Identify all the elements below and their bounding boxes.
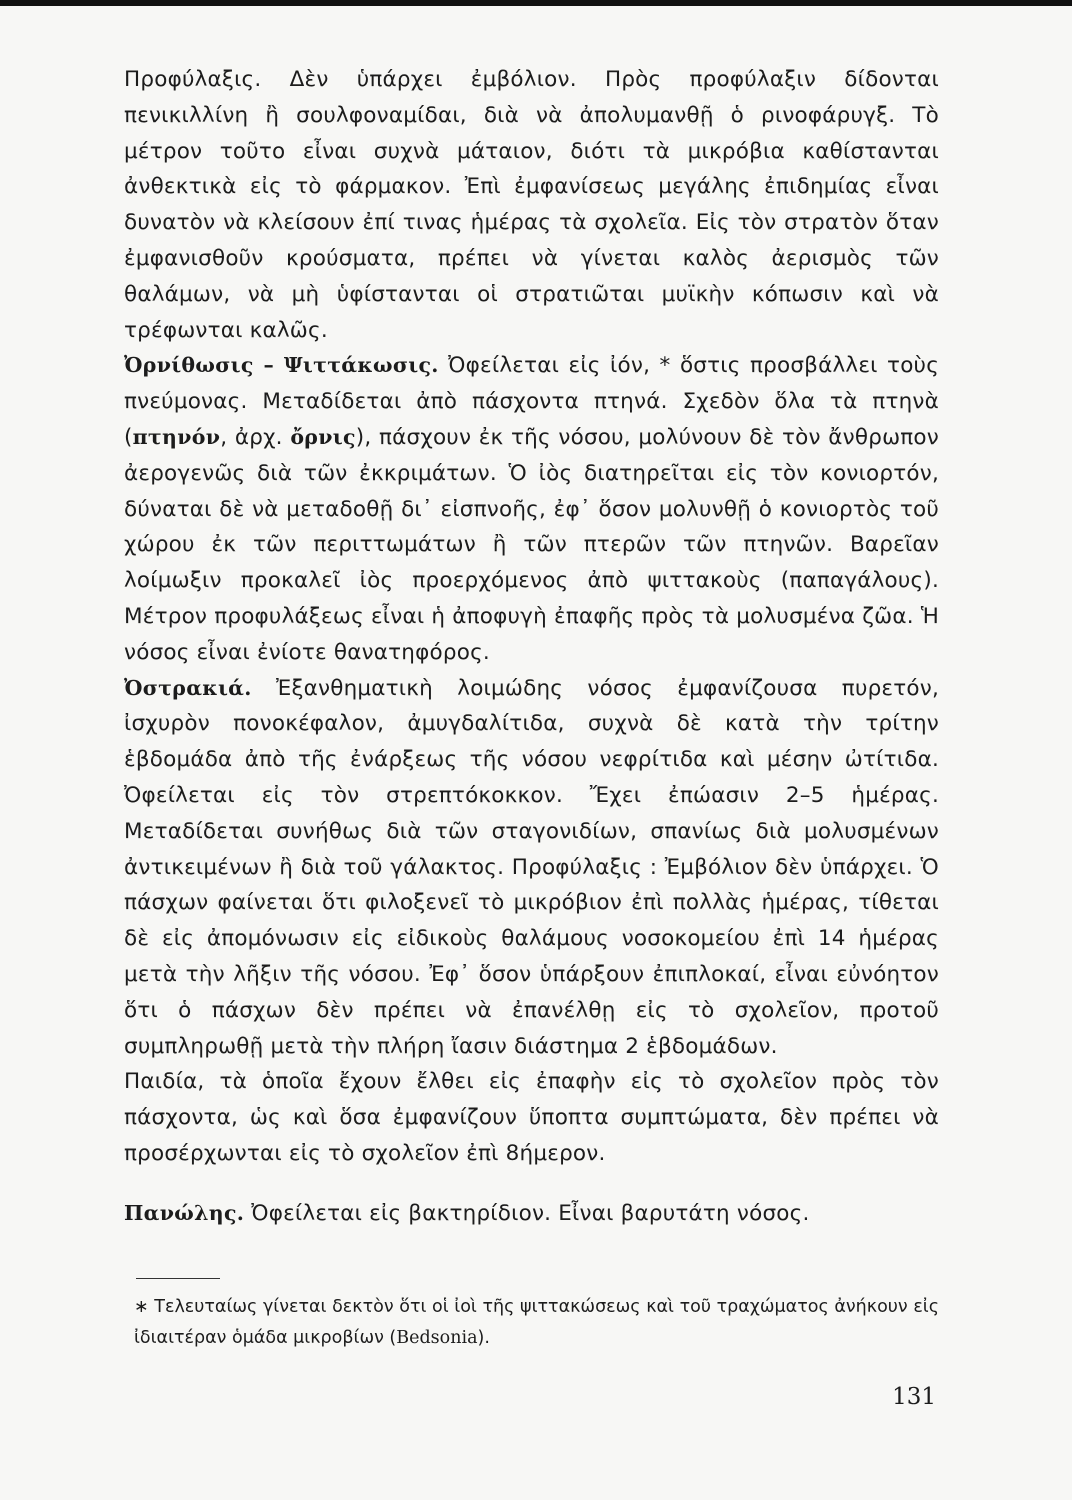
term-ornis: ὄρνις	[290, 424, 356, 449]
footnote-text: ∗ Τελευταίως γίνεται δεκτὸν ὅτι οἱ ἰοὶ τῆς ψιττακώσεως καὶ τοῦ τραχώματος ἀνήκουν εἰς ἰδιαιτέραν ὁμάδα μικροβίων (	[134, 1297, 939, 1348]
scan-top-edge	[0, 0, 1072, 6]
footnote	[134, 1292, 939, 1353]
plague-text: Ὀφείλεται εἰς βακτηρίδιον. Εἶναι βαρυτάτη νόσος.	[244, 1200, 810, 1226]
heading-plague: Πανώλης.	[124, 1200, 245, 1225]
page-number: 131	[892, 1384, 936, 1410]
page-body	[124, 62, 939, 1232]
heading-scarlet-fever: Ὀστρακιά.	[124, 675, 252, 700]
ornithosis-text-b: , ἀρχ.	[220, 424, 291, 450]
paragraph-ornithosis	[124, 348, 939, 670]
paragraph-prophylaxis: Προφύλαξις. Δὲν ὑπάρχει ἐμβόλιον. Πρὸς προφύλαξιν δίδονται πενικιλλίνη ἢ σουλφοναμίδαι, διὰ νὰ ἀπολυμανθῇ ὁ ρινοφάρυγξ. Τὸ μέτρον τοῦτο εἶναι συχνὰ μάταιον, διότι τὰ μικρόβια καθίστανται ἀνθεκτικὰ εἰς τὸ φάρμακον. Ἐπὶ ἐμφανίσεως μεγάλης ἐπιδημίας εἶναι δυνατὸν νὰ κλείσουν ἐπί τινας ἡμέρας τὰ σχολεῖα. Εἰς τὸν στρατὸν ὅταν ἐμφανισθοῦν κρούσματα, πρέπει νὰ γίνεται καλὸς ἀερισμὸς τῶν θαλάμων, νὰ μὴ ὑφίστανται οἱ στρατιῶται μυϊκὴν κόπωσιν καὶ νὰ τρέφωνται καλῶς.	[124, 67, 939, 343]
scarlet-fever-text: Ἐξανθηματικὴ λοιμώδης νόσος ἐμφανίζουσα πυρετόν, ἰσχυρὸν πονοκέφαλον, ἀμυγδαλίτιδα, συχνὰ δὲ κατὰ τὴν τρίτην ἑβδομάδα ἀπὸ τῆς ἐνάρξεως τῆς νόσου νεφρίτιδα καὶ μέσην ὠτίτιδα. Ὀφείλεται εἰς τὸν στρεπτόκοκκον. Ἔχει ἐπώασιν 2–5 ἡμέρας. Μεταδίδεται συνήθως διὰ τῶν σταγονιδίων, σπανίως διὰ μολυσμένων ἀντικειμένων ἢ διὰ τοῦ γάλακτος. Προφύλαξις : Ἐμβόλιον δὲν ὑπάρχει. Ὁ πάσχων φαίνεται ὅτι φιλοξενεῖ τὸ μικρόβιον ἐπὶ πολλὰς ἡμέρας, τίθεται δὲ εἰς ἀπομόνωσιν εἰς εἰδικοὺς θαλάμους νοσοκομείου ἐπὶ 14 ἡμέρας μετὰ τὴν λῆξιν τῆς νόσου. Ἐφ᾿ ὅσον ὑπάρξουν ἐπιπλοκαί, εἶναι εὐνόητον ὅτι ὁ πάσχων δὲν πρέπει νὰ ἐπανέλθῃ εἰς τὸ σχολεῖον, προτοῦ συμπληρωθῇ μετὰ τὴν πλήρη ἴασιν διάστημα 2 ἑβδομάδων.	[124, 675, 939, 1059]
paragraph-plague	[124, 1196, 939, 1232]
ornithosis-text-a: Ὀφείλεται εἰς ἰόν, * ὅστις προσβάλλει τοὺς πνεύμονας. Μεταδίδεται ἀπὸ πάσχοντα πτηνά. Σχεδὸν ὅλα τὰ πτηνὰ (	[124, 353, 940, 450]
footnote-latin-term: Bedsonia	[396, 1327, 478, 1348]
footnote-end: ).	[477, 1327, 490, 1348]
term-ptinon: πτηνόν	[132, 424, 221, 449]
footnote-divider	[136, 1278, 220, 1279]
paragraph-scarlet-fever	[124, 671, 939, 1065]
ornithosis-text-c: ), πάσχουν ἐκ τῆς νόσου, μολύνουν δὲ τὸν ἄνθρωπον ἀερογενῶς διὰ τῶν ἐκκριμάτων. Ὁ ἰὸς διατηρεῖται εἰς τὸν κονιορτόν, δύναται δὲ νὰ μεταδοθῇ δι᾿ εἰσπνοῆς, ἐφ᾿ ὅσον μολυνθῇ ὁ κονιορτὸς τοῦ χώρου ἐκ τῶν περιττωμάτων ἢ τῶν πτερῶν τῶν πτηνῶν. Βαρεῖαν λοίμωξιν προκαλεῖ ἰὸς προερχόμενος ἀπὸ ψιττακοὺς (παπαγάλους). Μέτρον προφυλάξεως εἶναι ἡ ἀποφυγὴ ἐπαφῆς πρὸς τὰ μολυσμένα ζῶα. Ἡ νόσος εἶναι ἐνίοτε θανατηφόρος.	[124, 424, 939, 665]
paragraph-children: Παιδία, τὰ ὁποῖα ἔχουν ἔλθει εἰς ἐπαφὴν εἰς τὸ σχολεῖον πρὸς τὸν πάσχοντα, ὡς καὶ ὅσα ἐμφανίζουν ὕποπτα συμπτώματα, δὲν πρέπει νὰ προσέρχωνται εἰς τὸ σχολεῖον ἐπὶ 8ήμερον.	[124, 1069, 939, 1166]
heading-ornithosis: Ὀρνίθωσις – Ψιττάκωσις.	[124, 353, 439, 378]
